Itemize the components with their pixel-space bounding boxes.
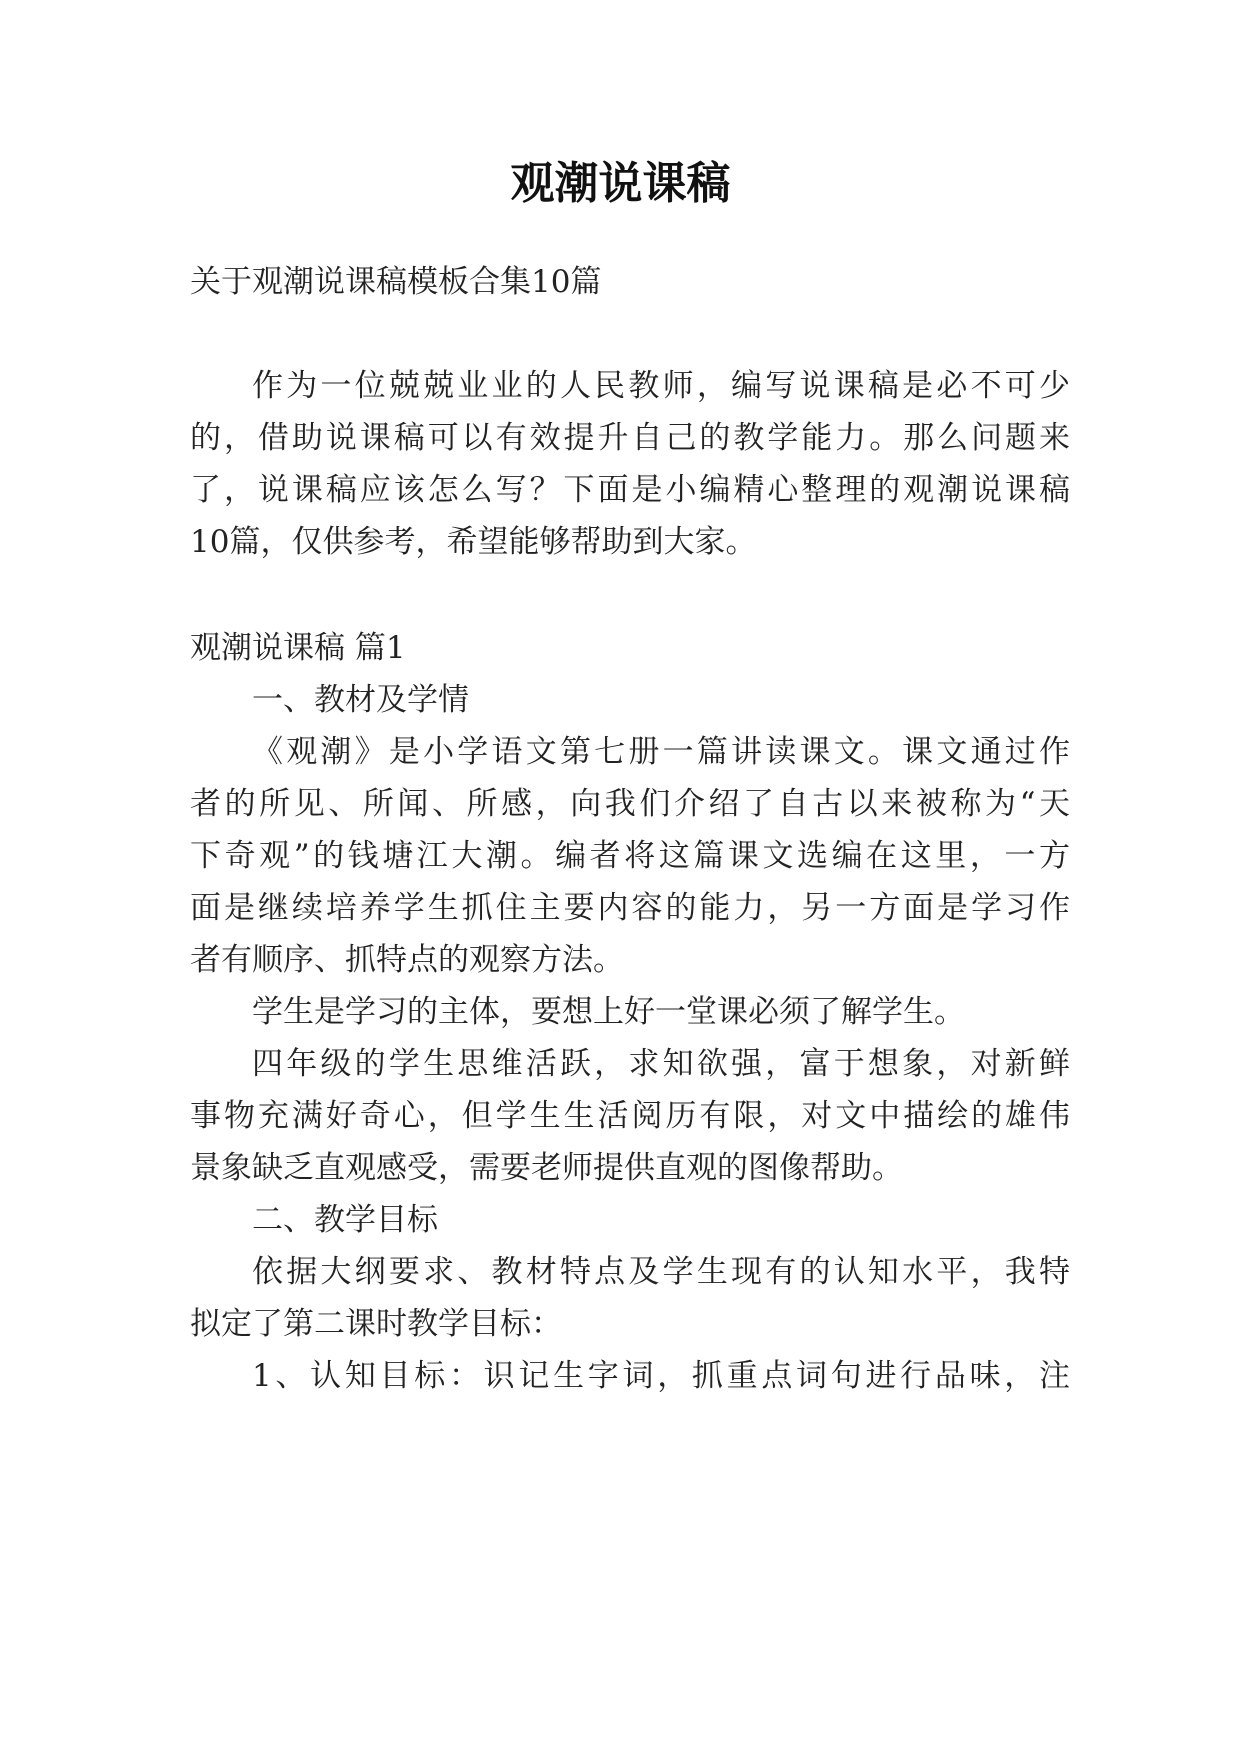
document-subtitle: 关于观潮说课稿模板合集10篇	[190, 264, 602, 300]
paragraph-line: 者有顺序、抓特点的观察方法。	[190, 942, 624, 978]
article-heading: 观潮说课稿 篇1	[190, 630, 406, 666]
intro-line: 的，借助说课稿可以有效提升自己的教学能力。那么问题来	[190, 420, 1070, 456]
paragraph-line: 《观潮》是小学语文第七册一篇讲读课文。课文通过作	[252, 734, 1070, 770]
document-title: 观潮说课稿	[510, 158, 731, 209]
paragraph-line: 者的所见、所闻、所感，向我们介绍了自古以来被称为“天	[190, 786, 1070, 822]
paragraph-line: 拟定了第二课时教学目标：	[190, 1306, 562, 1342]
intro-line: 了，说课稿应该怎么写？下面是小编精心整理的观潮说课稿	[190, 472, 1070, 508]
section-heading-1: 一、教材及学情	[252, 682, 469, 718]
intro-line: 作为一位兢兢业业的人民教师，编写说课稿是必不可少	[252, 368, 1070, 404]
section-heading-2: 二、教学目标	[252, 1202, 438, 1238]
paragraph-line: 四年级的学生思维活跃，求知欲强，富于想象，对新鲜	[252, 1046, 1070, 1082]
paragraph-line: 下奇观”的钱塘江大潮。编者将这篇课文选编在这里，一方	[190, 838, 1070, 874]
paragraph-line: 事物充满好奇心，但学生生活阅历有限，对文中描绘的雄伟	[190, 1098, 1070, 1134]
paragraph-students: 学生是学习的主体，要想上好一堂课必须了解学生。	[252, 994, 965, 1030]
paragraph-line: 依据大纲要求、教材特点及学生现有的认知水平，我特	[252, 1254, 1070, 1290]
paragraph-line: 景象缺乏直观感受，需要老师提供直观的图像帮助。	[190, 1150, 903, 1186]
intro-line: 10篇，仅供参考，希望能够帮助到大家。	[190, 524, 757, 560]
paragraph-cognitive-goal: 1、认知目标：识记生字词，抓重点词句进行品味，注	[252, 1358, 1070, 1394]
paragraph-line: 面是继续培养学生抓住主要内容的能力，另一方面是学习作	[190, 890, 1070, 926]
